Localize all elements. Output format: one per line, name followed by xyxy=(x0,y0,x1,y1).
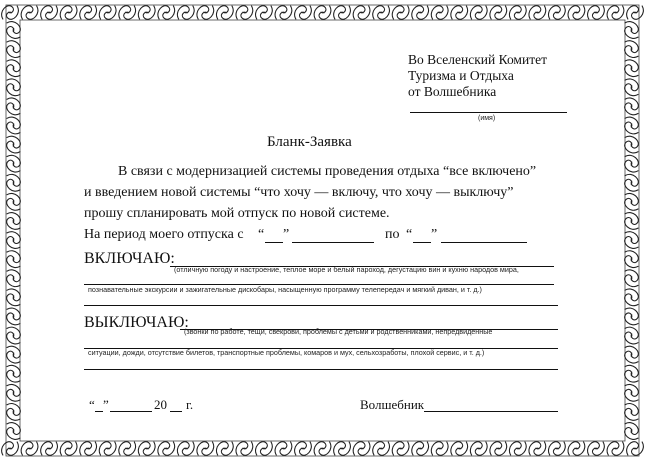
period-to-label: по xyxy=(385,227,400,242)
exclude-label: ВЫКЛЮЧАЮ: xyxy=(84,314,189,331)
include-hint-1: (отличную погоду и настроение, теплое море и белый пароход, дегустацию вин и кухню народов мира, xyxy=(174,265,519,274)
name-line[interactable] xyxy=(410,112,567,113)
addressee-line-3: от Волшебника xyxy=(408,84,497,99)
exclude-hint-2: ситуации, дожди, отсутствие билетов, транспортные проблемы, комаров и мух, сельхозработы, плохой сервис, и т. д.) xyxy=(88,348,485,357)
form-title: Бланк-Заявка xyxy=(267,134,352,150)
include-hint-2: познавательные экскурсии и зажигательные дискобары, насыщенную программу телепередач и мягкий диван, и т. д.) xyxy=(88,285,482,294)
include-label: ВКЛЮЧАЮ: xyxy=(84,250,175,267)
date-year-prefix: 20 xyxy=(154,397,167,412)
period-to-close-quote: ” xyxy=(431,227,438,242)
body-line-2: и введением новой системы “что хочу — включу, что хочу — выключу” xyxy=(84,185,514,200)
period-from-month-field[interactable] xyxy=(292,242,374,243)
period-to-open-quote: “ xyxy=(406,227,413,242)
exclude-hint-1: (звонки по работе, тещи, свекрови, проблемы с детьми и родственниками, непредвиденные xyxy=(184,327,493,336)
addressee-line-2: Туризма и Отдыха xyxy=(408,68,514,83)
signature-label: Волшебник xyxy=(360,397,425,412)
date-month-field[interactable] xyxy=(110,411,152,412)
period-from-day-field[interactable] xyxy=(265,242,283,243)
period-from-close-quote: ” xyxy=(283,227,290,242)
include-line-3[interactable] xyxy=(84,305,558,306)
period-to-month-field[interactable] xyxy=(441,242,527,243)
body-line-3: прошу спланировать мой отпуск по новой системе. xyxy=(84,206,390,221)
period-to-day-field[interactable] xyxy=(413,242,431,243)
period-label: На период моего отпуска с xyxy=(84,227,244,242)
exclude-line-3[interactable] xyxy=(84,369,558,370)
signature-line[interactable] xyxy=(424,411,558,412)
date-year-field[interactable] xyxy=(170,411,182,412)
period-from-open-quote: “ xyxy=(258,227,265,242)
name-hint: (имя) xyxy=(478,115,496,122)
date-day-field[interactable] xyxy=(95,411,103,412)
date-close-quote: ” xyxy=(103,397,109,412)
date-year-suffix: г. xyxy=(186,397,194,412)
addressee-line-1: Во Вселенский Комитет xyxy=(408,52,547,67)
body-line-1: В связи с модернизацией системы проведения отдыха “все включено” xyxy=(118,164,537,179)
date-open-quote: “ xyxy=(89,397,95,412)
